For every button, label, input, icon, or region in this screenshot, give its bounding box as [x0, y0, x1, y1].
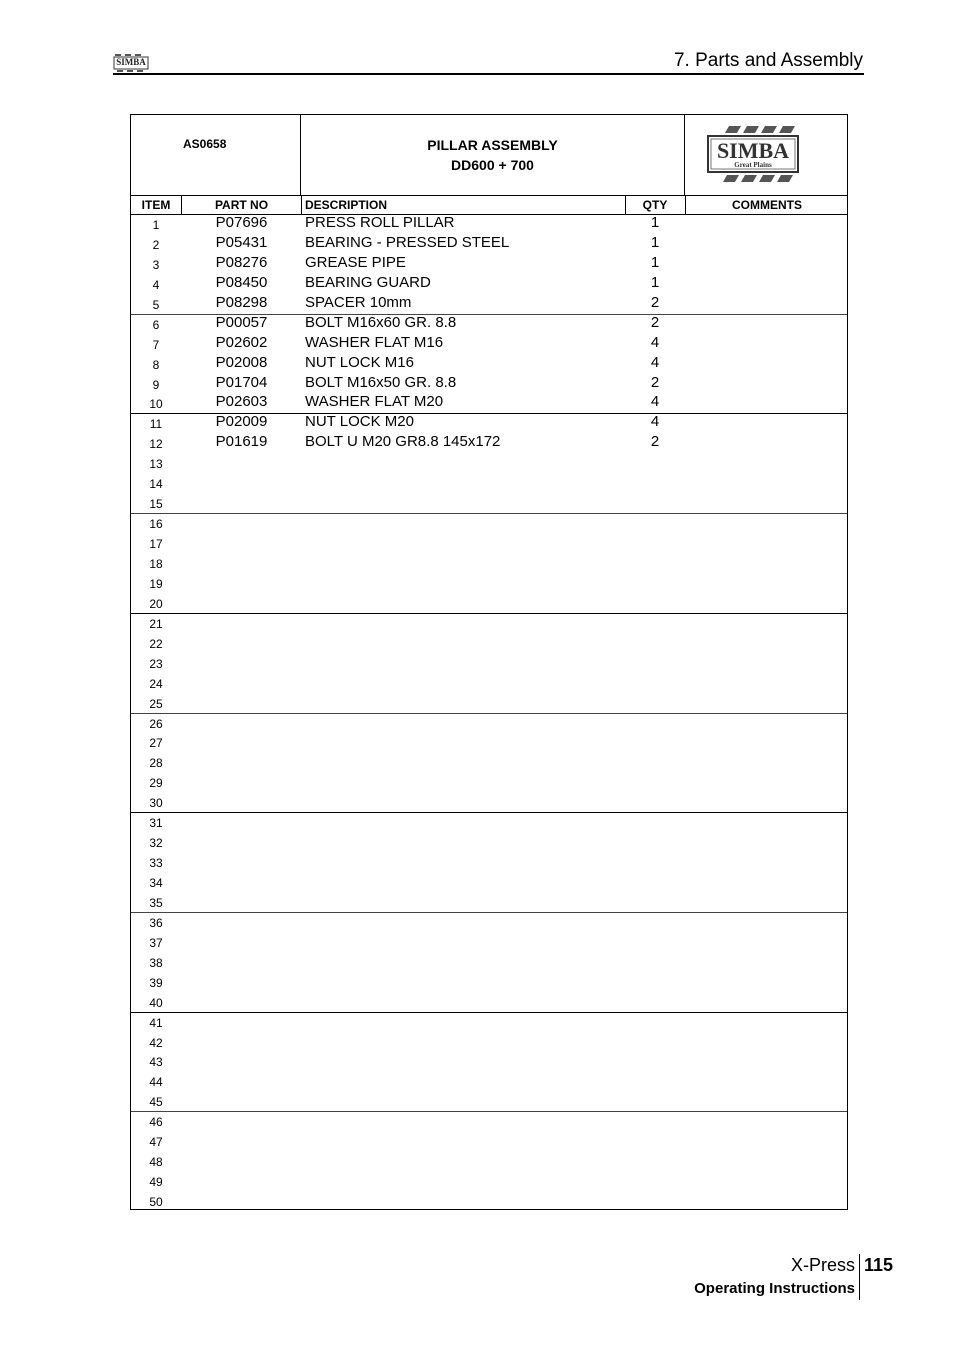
table-row: [131, 453, 847, 473]
item-number: 46: [149, 1115, 163, 1130]
table-row: [131, 593, 847, 613]
table-row: [131, 1171, 847, 1191]
table-row: [131, 513, 847, 533]
item-number: 15: [149, 497, 163, 512]
part-qty: 4: [650, 353, 660, 371]
part-qty: 2: [650, 373, 660, 391]
part-qty: 4: [650, 393, 660, 411]
table-row: [131, 433, 847, 453]
section-title: 7. Parts and Assembly: [673, 50, 863, 71]
item-number: 30: [149, 796, 163, 811]
table-row: [131, 274, 847, 294]
part-number: P02602: [215, 333, 268, 351]
part-description: GREASE PIPE: [305, 253, 406, 271]
item-number: 21: [149, 616, 163, 631]
header-rule: [113, 73, 864, 75]
item-number: 1: [152, 218, 160, 232]
part-number: P02008: [215, 353, 268, 371]
item-number: 10: [149, 397, 163, 412]
table-row: [131, 294, 847, 314]
assembly-title-row: [131, 115, 847, 196]
item-number: 38: [149, 955, 163, 970]
item-number: 18: [149, 556, 163, 571]
col-qty: QTY: [642, 198, 668, 212]
item-number: 13: [149, 457, 163, 472]
page-number: 115: [864, 1255, 894, 1275]
item-number: 6: [152, 317, 160, 332]
item-number: 5: [152, 297, 160, 312]
part-number: P02603: [215, 393, 268, 411]
part-number: P01619: [215, 433, 268, 451]
item-number: 20: [149, 596, 163, 611]
item-number: 34: [149, 876, 163, 891]
part-number: P08298: [215, 293, 268, 311]
logo-wordmark: SIMBA: [716, 138, 790, 163]
simba-logo-small: [113, 53, 149, 73]
part-qty: 1: [650, 214, 660, 231]
table-row: [131, 772, 847, 792]
item-number: 14: [149, 477, 163, 492]
table-row: [131, 493, 847, 513]
item-number: 12: [149, 437, 163, 452]
col-description: DESCRIPTION: [305, 198, 388, 212]
table-row: [131, 393, 847, 413]
item-number: 41: [149, 1015, 163, 1030]
table-row: [131, 1191, 847, 1211]
simba-logo-cell: [685, 115, 849, 195]
item-number: 39: [149, 975, 163, 990]
item-number: 44: [149, 1075, 163, 1090]
part-description: WASHER FLAT M20: [305, 393, 444, 411]
footer-model: X-Press: [790, 1255, 855, 1275]
table-row: [131, 254, 847, 274]
table-row: [131, 354, 847, 374]
svg-text:SIMBA: SIMBA: [116, 57, 146, 67]
item-number: 7: [152, 337, 160, 352]
item-number: 29: [149, 776, 163, 791]
item-number: 33: [149, 856, 163, 871]
item-number: 26: [149, 716, 163, 731]
item-number: 25: [149, 696, 163, 711]
item-number: 24: [149, 676, 163, 691]
table-row: [131, 972, 847, 992]
table-row: [131, 693, 847, 713]
part-qty: 2: [650, 313, 660, 331]
table-row: [131, 1111, 847, 1131]
part-description: BEARING - PRESSED STEEL: [305, 233, 510, 251]
table-row: [131, 912, 847, 932]
item-number: 43: [149, 1055, 163, 1070]
table-row: [131, 1071, 847, 1091]
item-number: 22: [149, 636, 163, 651]
table-row: [131, 812, 847, 832]
assembly-code: AS0658: [183, 137, 227, 151]
part-description: BOLT M16x60 GR. 8.8: [305, 313, 457, 331]
table-row: [131, 732, 847, 752]
simba-logo: [685, 115, 849, 195]
part-description: BOLT U M20 GR8.8 145x172: [305, 433, 501, 451]
col-item: ITEM: [141, 198, 171, 212]
item-number: 17: [149, 537, 163, 552]
item-number: 50: [149, 1195, 163, 1210]
table-row: [131, 633, 847, 653]
table-row: [131, 374, 847, 394]
part-qty: 4: [650, 413, 660, 431]
part-description: NUT LOCK M20: [305, 413, 414, 431]
divider-item: [181, 195, 182, 215]
table-row: [131, 533, 847, 553]
table-row: [131, 1151, 847, 1171]
table-row: [131, 832, 847, 852]
item-number: 4: [152, 277, 160, 292]
item-number: 2: [152, 237, 160, 252]
table-row: [131, 992, 847, 1012]
table-row: [131, 892, 847, 912]
table-row: [131, 872, 847, 892]
part-description: WASHER FLAT M16: [305, 333, 444, 351]
col-part-no: PART NO: [214, 198, 269, 212]
part-qty: 4: [650, 333, 660, 351]
part-number: P08450: [215, 273, 268, 291]
item-number: 31: [149, 816, 163, 831]
table-row: [131, 1051, 847, 1071]
assembly-code-cell: [131, 115, 301, 195]
part-number: P00057: [215, 313, 268, 331]
footer-divider: [859, 1254, 860, 1300]
part-number: P08276: [215, 253, 268, 271]
item-number: 16: [149, 517, 163, 532]
divider-desc: [625, 195, 626, 215]
col-comments: COMMENTS: [732, 198, 802, 212]
column-header-row: [131, 195, 847, 215]
table-row: [131, 1131, 847, 1151]
part-qty: 2: [650, 293, 660, 311]
footer-subtitle: Operating Instructions: [694, 1280, 855, 1297]
part-number: P07696: [215, 214, 268, 231]
assembly-model: DD600 + 700: [451, 157, 534, 173]
item-number: 42: [149, 1035, 163, 1050]
part-description: SPACER 10mm: [305, 293, 412, 311]
part-qty: 1: [650, 253, 660, 271]
item-number: 49: [149, 1175, 163, 1190]
table-row: [131, 553, 847, 573]
part-description: PRESS ROLL PILLAR: [305, 214, 455, 231]
table-row: [131, 214, 847, 234]
item-number: 19: [149, 576, 163, 591]
table-row: [131, 713, 847, 733]
item-number: 47: [149, 1135, 163, 1150]
table-row: [131, 752, 847, 772]
part-number: P02009: [215, 413, 268, 431]
table-row: [131, 334, 847, 354]
item-number: 11: [149, 417, 163, 432]
item-number: 32: [149, 836, 163, 851]
item-number: 8: [152, 357, 160, 372]
table-row: [131, 653, 847, 673]
part-number: P05431: [215, 233, 268, 251]
item-number: 37: [149, 935, 163, 950]
part-qty: 1: [650, 273, 660, 291]
table-row: [131, 792, 847, 812]
part-qty: 1: [650, 233, 660, 251]
item-number: 48: [149, 1155, 163, 1170]
table-row: [131, 1012, 847, 1032]
table-row: [131, 473, 847, 493]
table-row: [131, 1032, 847, 1052]
item-number: 9: [152, 377, 160, 392]
table-row: [131, 1091, 847, 1111]
parts-table: [130, 114, 848, 1210]
part-description: NUT LOCK M16: [305, 353, 414, 371]
divider-qty: [685, 195, 686, 215]
item-number: 35: [149, 895, 163, 910]
part-qty: 2: [650, 433, 660, 451]
table-row: [131, 573, 847, 593]
table-row: [131, 932, 847, 952]
assembly-name-cell: [301, 115, 685, 195]
part-description: BEARING GUARD: [305, 273, 431, 291]
item-number: 27: [149, 736, 163, 751]
item-number: 3: [152, 257, 160, 272]
part-description: BOLT M16x50 GR. 8.8: [305, 373, 457, 391]
item-number: 28: [149, 756, 163, 771]
part-number: P01704: [215, 373, 268, 391]
table-row: [131, 234, 847, 254]
logo-subtext: Great Plains: [734, 161, 772, 169]
item-number: 45: [149, 1095, 163, 1110]
table-row: [131, 852, 847, 872]
item-number: 40: [149, 995, 163, 1010]
table-row: [131, 613, 847, 633]
table-row: [131, 952, 847, 972]
assembly-name: PILLAR ASSEMBLY: [427, 137, 558, 153]
table-row: [131, 314, 847, 334]
divider-part: [301, 195, 302, 215]
table-row: [131, 413, 847, 433]
item-number: 23: [149, 656, 163, 671]
item-number: 36: [149, 915, 163, 930]
table-row: [131, 673, 847, 693]
